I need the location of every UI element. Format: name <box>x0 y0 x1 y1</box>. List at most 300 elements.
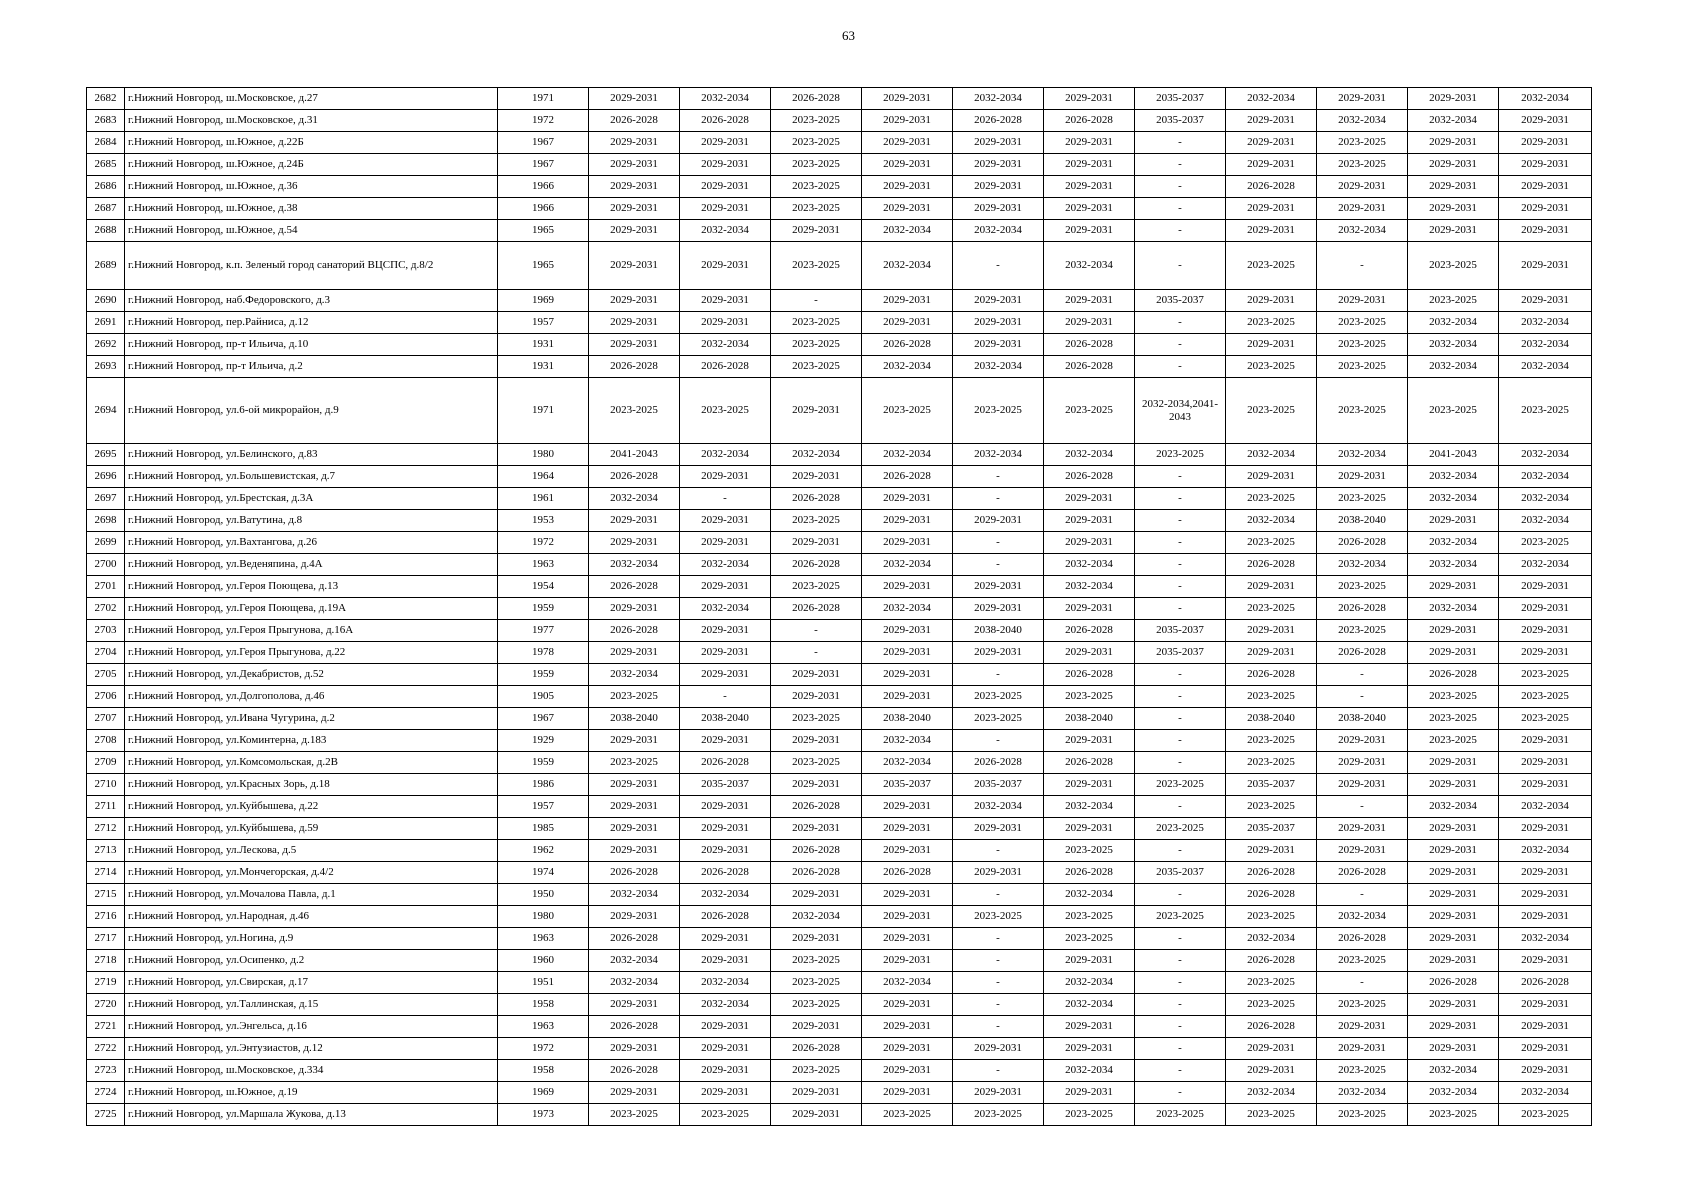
build-year-cell: 1959 <box>498 664 589 686</box>
row-number-cell: 2688 <box>87 220 125 242</box>
repair-period-cell: 2029-2031 <box>589 840 680 862</box>
row-number-cell: 2698 <box>87 510 125 532</box>
row-number-cell: 2705 <box>87 664 125 686</box>
row-number-cell: 2693 <box>87 356 125 378</box>
repair-period-cell: 2023-2025 <box>1408 708 1499 730</box>
build-year-cell: 1986 <box>498 774 589 796</box>
row-number-cell: 2696 <box>87 466 125 488</box>
build-year-cell: 1972 <box>498 532 589 554</box>
repair-period-cell: 2029-2031 <box>862 1060 953 1082</box>
repair-period-cell: - <box>1135 928 1226 950</box>
table-row <box>87 110 1592 132</box>
repair-period-cell: - <box>953 950 1044 972</box>
repair-period-cell: 2032-2034 <box>1499 928 1592 950</box>
table-row <box>87 554 1592 576</box>
repair-period-cell: 2029-2031 <box>680 132 771 154</box>
repair-period-cell: 2032-2034 <box>862 242 953 290</box>
repair-period-cell: 2032-2034 <box>1044 242 1135 290</box>
repair-period-cell: 2029-2031 <box>1044 598 1135 620</box>
repair-period-cell: 2023-2025 <box>1226 972 1317 994</box>
repair-period-cell: 2029-2031 <box>680 642 771 664</box>
address-cell: г.Нижний Новгород, ул.Белинского, д.83 <box>125 444 498 466</box>
repair-period-cell: 2032-2034 <box>862 972 953 994</box>
table-row <box>87 642 1592 664</box>
repair-period-cell: 2029-2031 <box>1499 906 1592 928</box>
address-cell: г.Нижний Новгород, ш.Южное, д.36 <box>125 176 498 198</box>
repair-period-cell: 2023-2025 <box>771 334 862 356</box>
address-cell: г.Нижний Новгород, ул.Ватутина, д.8 <box>125 510 498 532</box>
row-number-cell: 2704 <box>87 642 125 664</box>
repair-period-cell: 2023-2025 <box>589 378 680 444</box>
repair-period-cell: 2029-2031 <box>1408 840 1499 862</box>
repair-period-cell: 2029-2031 <box>862 132 953 154</box>
repair-period-cell: 2023-2025 <box>1317 334 1408 356</box>
repair-period-cell: 2032-2034 <box>680 220 771 242</box>
address-cell: г.Нижний Новгород, пр-т Ильича, д.2 <box>125 356 498 378</box>
row-number-cell: 2694 <box>87 378 125 444</box>
address-cell: г.Нижний Новгород, ул.Вахтангова, д.26 <box>125 532 498 554</box>
build-year-cell: 1967 <box>498 132 589 154</box>
repair-period-cell: 2029-2031 <box>1317 818 1408 840</box>
table-row <box>87 1016 1592 1038</box>
table-row <box>87 198 1592 220</box>
row-number-cell: 2685 <box>87 154 125 176</box>
repair-period-cell: 2029-2031 <box>589 532 680 554</box>
repair-period-cell: 2029-2031 <box>1499 862 1592 884</box>
repair-period-cell: 2029-2031 <box>1044 642 1135 664</box>
repair-period-cell: 2029-2031 <box>589 176 680 198</box>
repair-period-cell: - <box>1135 532 1226 554</box>
repair-period-cell: 2029-2031 <box>680 1016 771 1038</box>
repair-period-cell: 2041-2043 <box>589 444 680 466</box>
repair-period-cell: 2023-2025 <box>1044 906 1135 928</box>
repair-period-cell: 2029-2031 <box>680 950 771 972</box>
repair-period-cell: 2032-2034 <box>1499 444 1592 466</box>
repair-period-cell: 2029-2031 <box>1044 220 1135 242</box>
address-cell: г.Нижний Новгород, пер.Райниса, д.12 <box>125 312 498 334</box>
repair-period-cell: 2035-2037 <box>1135 862 1226 884</box>
repair-period-cell: 2029-2031 <box>771 928 862 950</box>
repair-period-cell: 2032-2034 <box>1044 884 1135 906</box>
row-number-cell: 2720 <box>87 994 125 1016</box>
table-row <box>87 1104 1592 1126</box>
repair-period-cell: 2032-2034 <box>953 796 1044 818</box>
repair-period-cell: 2026-2028 <box>589 466 680 488</box>
address-cell: г.Нижний Новгород, ул.Брестская, д.3А <box>125 488 498 510</box>
address-cell: г.Нижний Новгород, ул.Комсомольская, д.2В <box>125 752 498 774</box>
table-row <box>87 88 1592 110</box>
repair-period-cell: 2029-2031 <box>771 664 862 686</box>
build-year-cell: 1972 <box>498 110 589 132</box>
repair-period-cell: 2026-2028 <box>589 576 680 598</box>
repair-period-cell: 2029-2031 <box>862 950 953 972</box>
repair-period-cell: 2032-2034 <box>680 598 771 620</box>
repair-period-cell: - <box>953 1016 1044 1038</box>
row-number-cell: 2697 <box>87 488 125 510</box>
repair-period-cell: 2026-2028 <box>1044 110 1135 132</box>
repair-period-cell: 2023-2025 <box>1044 840 1135 862</box>
repair-period-cell: 2038-2040 <box>953 620 1044 642</box>
repair-period-cell: 2032-2034 <box>1408 554 1499 576</box>
repair-period-cell: 2032-2034 <box>1317 554 1408 576</box>
repair-period-cell: 2023-2025 <box>1226 752 1317 774</box>
repair-period-cell: 2026-2028 <box>1044 334 1135 356</box>
repair-period-cell: 2029-2031 <box>953 1038 1044 1060</box>
repair-period-cell: 2029-2031 <box>1317 88 1408 110</box>
repair-period-cell: - <box>1135 972 1226 994</box>
repair-period-cell: 2026-2028 <box>1044 356 1135 378</box>
repair-period-cell: 2023-2025 <box>1317 1104 1408 1126</box>
table-row <box>87 488 1592 510</box>
repair-period-cell: 2029-2031 <box>1499 154 1592 176</box>
repair-period-cell: 2032-2034 <box>680 972 771 994</box>
repair-period-cell: - <box>953 466 1044 488</box>
repair-period-cell: 2023-2025 <box>1226 906 1317 928</box>
repair-period-cell: 2023-2025 <box>1226 488 1317 510</box>
build-year-cell: 1950 <box>498 884 589 906</box>
build-year-cell: 1957 <box>498 796 589 818</box>
repair-period-cell: 2023-2025 <box>771 198 862 220</box>
repair-period-cell: 2023-2025 <box>1317 950 1408 972</box>
repair-period-cell: 2029-2031 <box>1044 510 1135 532</box>
build-year-cell: 1973 <box>498 1104 589 1126</box>
build-year-cell: 1957 <box>498 312 589 334</box>
build-year-cell: 1978 <box>498 642 589 664</box>
repair-period-cell: 2023-2025 <box>1317 994 1408 1016</box>
repair-period-cell: 2023-2025 <box>771 356 862 378</box>
build-year-cell: 1931 <box>498 356 589 378</box>
repair-period-cell: 2032-2034 <box>771 444 862 466</box>
address-cell: г.Нижний Новгород, ул.Маршала Жукова, д.13 <box>125 1104 498 1126</box>
repair-period-cell: 2035-2037 <box>1135 290 1226 312</box>
repair-period-cell: - <box>1135 664 1226 686</box>
repair-period-cell: 2029-2031 <box>953 176 1044 198</box>
repair-period-cell: 2038-2040 <box>1317 708 1408 730</box>
repair-period-cell: 2038-2040 <box>1044 708 1135 730</box>
address-cell: г.Нижний Новгород, ш.Южное, д.54 <box>125 220 498 242</box>
repair-period-cell: 2026-2028 <box>1499 972 1592 994</box>
repair-period-cell: 2032-2034 <box>1317 220 1408 242</box>
repair-period-cell: 2032-2034 <box>1499 88 1592 110</box>
repair-period-cell: 2029-2031 <box>680 730 771 752</box>
repair-period-cell: 2023-2025 <box>953 906 1044 928</box>
repair-period-cell: 2023-2025 <box>771 994 862 1016</box>
repair-period-cell: 2035-2037 <box>1135 642 1226 664</box>
repair-period-cell: 2032-2034 <box>862 752 953 774</box>
repair-period-cell: 2029-2031 <box>862 796 953 818</box>
address-cell: г.Нижний Новгород, ш.Московское, д.27 <box>125 88 498 110</box>
repair-period-cell: 2029-2031 <box>1499 950 1592 972</box>
repair-period-cell: 2023-2025 <box>1408 242 1499 290</box>
repair-period-cell: 2026-2028 <box>771 840 862 862</box>
repair-period-cell: 2029-2031 <box>1499 242 1592 290</box>
repair-period-cell: 2026-2028 <box>1317 642 1408 664</box>
repair-period-cell: 2029-2031 <box>1044 532 1135 554</box>
repair-period-cell: 2032-2034 <box>1408 532 1499 554</box>
repair-period-cell: 2032-2034,2041-2043 <box>1135 378 1226 444</box>
repair-period-cell: 2032-2034 <box>680 554 771 576</box>
repair-period-cell: 2026-2028 <box>589 620 680 642</box>
repair-period-cell: - <box>1135 1016 1226 1038</box>
repair-period-cell: 2029-2031 <box>862 906 953 928</box>
repair-period-cell: 2029-2031 <box>589 730 680 752</box>
repair-period-cell: - <box>953 994 1044 1016</box>
repair-period-cell: 2032-2034 <box>1499 796 1592 818</box>
repair-period-cell: 2029-2031 <box>862 154 953 176</box>
repair-period-cell: 2029-2031 <box>1226 110 1317 132</box>
repair-period-cell: 2026-2028 <box>1226 884 1317 906</box>
repair-period-cell: - <box>953 664 1044 686</box>
address-cell: г.Нижний Новгород, ул.Мончегорская, д.4/2 <box>125 862 498 884</box>
address-cell: г.Нижний Новгород, ул.Долгополова, д.46 <box>125 686 498 708</box>
repair-period-cell: 2029-2031 <box>680 818 771 840</box>
build-year-cell: 1963 <box>498 928 589 950</box>
table-row <box>87 686 1592 708</box>
row-number-cell: 2715 <box>87 884 125 906</box>
repair-period-cell: 2029-2031 <box>589 906 680 928</box>
repair-period-cell: - <box>680 488 771 510</box>
repair-period-cell: 2029-2031 <box>953 132 1044 154</box>
row-number-cell: 2708 <box>87 730 125 752</box>
repair-period-cell: 2029-2031 <box>1044 1038 1135 1060</box>
repair-period-cell: 2026-2028 <box>862 334 953 356</box>
repair-period-cell: 2032-2034 <box>953 444 1044 466</box>
repair-period-cell: 2029-2031 <box>1408 994 1499 1016</box>
repair-period-cell: 2023-2025 <box>1317 1060 1408 1082</box>
row-number-cell: 2701 <box>87 576 125 598</box>
repair-period-cell: 2026-2028 <box>771 598 862 620</box>
table-row <box>87 994 1592 1016</box>
address-cell: г.Нижний Новгород, ул.Героя Поющева, д.19А <box>125 598 498 620</box>
repair-period-cell: 2023-2025 <box>1044 686 1135 708</box>
repair-period-cell: 2029-2031 <box>1499 198 1592 220</box>
repair-period-cell: 2029-2031 <box>680 510 771 532</box>
repair-period-cell: 2032-2034 <box>1044 576 1135 598</box>
repair-period-cell: 2029-2031 <box>1044 176 1135 198</box>
repair-period-cell: 2029-2031 <box>589 774 680 796</box>
table-row <box>87 290 1592 312</box>
repair-period-cell: 2029-2031 <box>862 198 953 220</box>
repair-period-cell: 2029-2031 <box>1044 1082 1135 1104</box>
repair-period-cell: 2029-2031 <box>1499 132 1592 154</box>
repair-period-cell: 2029-2031 <box>1317 730 1408 752</box>
repair-period-cell: 2029-2031 <box>1044 290 1135 312</box>
repair-period-cell: 2023-2025 <box>1317 378 1408 444</box>
repair-period-cell: - <box>953 884 1044 906</box>
repair-period-cell: 2023-2025 <box>1135 774 1226 796</box>
row-number-cell: 2725 <box>87 1104 125 1126</box>
repair-period-cell: - <box>1135 1082 1226 1104</box>
repair-period-cell: 2029-2031 <box>862 928 953 950</box>
repair-period-cell: 2023-2025 <box>771 242 862 290</box>
address-cell: г.Нижний Новгород, ул.Героя Прыгунова, д.16А <box>125 620 498 642</box>
repair-period-cell: 2029-2031 <box>589 796 680 818</box>
repair-period-cell: - <box>1135 950 1226 972</box>
repair-period-cell: 2032-2034 <box>771 906 862 928</box>
repair-period-cell: 2029-2031 <box>589 132 680 154</box>
repair-period-cell: 2026-2028 <box>771 554 862 576</box>
repair-period-cell: 2026-2028 <box>680 752 771 774</box>
table-row <box>87 598 1592 620</box>
repair-period-cell: 2023-2025 <box>1408 378 1499 444</box>
repair-period-cell: - <box>1135 154 1226 176</box>
row-number-cell: 2684 <box>87 132 125 154</box>
repair-period-cell: 2029-2031 <box>953 598 1044 620</box>
table-row <box>87 1038 1592 1060</box>
repair-period-cell: 2029-2031 <box>953 862 1044 884</box>
repair-period-cell: 2029-2031 <box>953 818 1044 840</box>
repair-period-cell: 2029-2031 <box>862 110 953 132</box>
repair-period-cell: 2026-2028 <box>1044 620 1135 642</box>
repair-period-cell: 2029-2031 <box>680 532 771 554</box>
repair-period-cell: 2032-2034 <box>1408 598 1499 620</box>
repair-period-cell: 2023-2025 <box>1044 1104 1135 1126</box>
address-cell: г.Нижний Новгород, ш.Московское, д.31 <box>125 110 498 132</box>
repair-period-cell: 2032-2034 <box>1499 1082 1592 1104</box>
repair-period-cell: 2029-2031 <box>680 840 771 862</box>
address-cell: г.Нижний Новгород, ул.Лескова, д.5 <box>125 840 498 862</box>
row-number-cell: 2700 <box>87 554 125 576</box>
repair-period-cell: 2032-2034 <box>1408 110 1499 132</box>
repair-period-cell: 2029-2031 <box>1226 620 1317 642</box>
table-row <box>87 708 1592 730</box>
repair-period-cell: 2029-2031 <box>953 198 1044 220</box>
repair-period-cell: 2029-2031 <box>1044 950 1135 972</box>
repair-period-cell: 2032-2034 <box>1408 1060 1499 1082</box>
repair-period-cell: 2029-2031 <box>862 176 953 198</box>
repair-period-cell: 2023-2025 <box>953 708 1044 730</box>
repair-period-cell: 2032-2034 <box>1317 444 1408 466</box>
address-cell: г.Нижний Новгород, ул.Куйбышева, д.22 <box>125 796 498 818</box>
repair-period-cell: 2029-2031 <box>680 154 771 176</box>
row-number-cell: 2702 <box>87 598 125 620</box>
repair-period-cell: 2029-2031 <box>953 312 1044 334</box>
housing-repair-schedule-table <box>86 87 1592 1126</box>
build-year-cell: 1974 <box>498 862 589 884</box>
repair-period-cell: 2032-2034 <box>1317 1082 1408 1104</box>
row-number-cell: 2695 <box>87 444 125 466</box>
repair-period-cell: 2029-2031 <box>1226 198 1317 220</box>
repair-period-cell: 2023-2025 <box>589 752 680 774</box>
repair-period-cell: 2029-2031 <box>1044 774 1135 796</box>
address-cell: г.Нижний Новгород, ул.Куйбышева, д.59 <box>125 818 498 840</box>
repair-period-cell: 2026-2028 <box>1044 752 1135 774</box>
repair-period-cell: 2023-2025 <box>680 1104 771 1126</box>
table-row <box>87 774 1592 796</box>
row-number-cell: 2724 <box>87 1082 125 1104</box>
build-year-cell: 1969 <box>498 1082 589 1104</box>
repair-period-cell: 2029-2031 <box>1408 884 1499 906</box>
repair-period-cell: - <box>953 730 1044 752</box>
repair-period-cell: 2038-2040 <box>680 708 771 730</box>
repair-period-cell: 2029-2031 <box>862 510 953 532</box>
repair-period-cell: 2029-2031 <box>1317 1038 1408 1060</box>
row-number-cell: 2712 <box>87 818 125 840</box>
repair-period-cell: 2023-2025 <box>1044 928 1135 950</box>
repair-period-cell: - <box>1135 1038 1226 1060</box>
repair-period-cell: 2032-2034 <box>953 220 1044 242</box>
repair-period-cell: - <box>1135 334 1226 356</box>
repair-period-cell: 2023-2025 <box>771 312 862 334</box>
build-year-cell: 1965 <box>498 242 589 290</box>
repair-period-cell: 2023-2025 <box>1226 242 1317 290</box>
table-row <box>87 576 1592 598</box>
repair-period-cell: 2029-2031 <box>680 796 771 818</box>
repair-period-cell: 2029-2031 <box>589 818 680 840</box>
repair-period-cell: 2029-2031 <box>589 1038 680 1060</box>
repair-period-cell: 2029-2031 <box>589 290 680 312</box>
build-year-cell: 1966 <box>498 198 589 220</box>
repair-period-cell: 2029-2031 <box>1408 176 1499 198</box>
address-cell: г.Нижний Новгород, ш.Южное, д.22Б <box>125 132 498 154</box>
repair-period-cell: 2023-2025 <box>1499 378 1592 444</box>
repair-period-cell: - <box>1135 576 1226 598</box>
row-number-cell: 2717 <box>87 928 125 950</box>
repair-period-cell: 2029-2031 <box>1044 312 1135 334</box>
repair-period-cell: 2029-2031 <box>680 620 771 642</box>
repair-period-cell: - <box>1135 884 1226 906</box>
repair-period-cell: 2029-2031 <box>771 1104 862 1126</box>
repair-period-cell: 2029-2031 <box>1408 576 1499 598</box>
repair-period-cell: 2023-2025 <box>771 1060 862 1082</box>
repair-period-cell: 2032-2034 <box>1408 312 1499 334</box>
repair-period-cell: 2029-2031 <box>589 220 680 242</box>
repair-period-cell: 2032-2034 <box>1408 356 1499 378</box>
repair-period-cell: 2029-2031 <box>862 840 953 862</box>
repair-period-cell: 2023-2025 <box>1226 356 1317 378</box>
repair-period-cell: 2029-2031 <box>589 154 680 176</box>
repair-period-cell: 2029-2031 <box>1499 774 1592 796</box>
address-cell: г.Нижний Новгород, ул.Большевистская, д.7 <box>125 466 498 488</box>
repair-period-cell: 2029-2031 <box>1044 88 1135 110</box>
build-year-cell: 1963 <box>498 554 589 576</box>
build-year-cell: 1965 <box>498 220 589 242</box>
repair-period-cell: 2041-2043 <box>1408 444 1499 466</box>
address-cell: г.Нижний Новгород, ул.Веденяпина, д.4А <box>125 554 498 576</box>
repair-period-cell: - <box>1135 312 1226 334</box>
repair-period-cell: 2029-2031 <box>1408 818 1499 840</box>
row-number-cell: 2691 <box>87 312 125 334</box>
build-year-cell: 1971 <box>498 378 589 444</box>
repair-period-cell: 2029-2031 <box>862 290 953 312</box>
repair-period-cell: 2026-2028 <box>680 110 771 132</box>
repair-period-cell: 2029-2031 <box>862 686 953 708</box>
repair-period-cell: 2029-2031 <box>589 598 680 620</box>
repair-period-cell: 2029-2031 <box>953 576 1044 598</box>
row-number-cell: 2699 <box>87 532 125 554</box>
repair-period-cell: 2035-2037 <box>1226 774 1317 796</box>
repair-period-cell: 2029-2031 <box>771 466 862 488</box>
build-year-cell: 1960 <box>498 950 589 972</box>
repair-period-cell: 2032-2034 <box>1408 334 1499 356</box>
repair-period-cell: - <box>1135 598 1226 620</box>
repair-period-cell: 2035-2037 <box>1226 818 1317 840</box>
build-year-cell: 1967 <box>498 708 589 730</box>
repair-period-cell: 2032-2034 <box>1317 906 1408 928</box>
repair-period-cell: 2029-2031 <box>1317 840 1408 862</box>
repair-period-cell: 2026-2028 <box>1408 664 1499 686</box>
address-cell: г.Нижний Новгород, ш.Южное, д.19 <box>125 1082 498 1104</box>
repair-period-cell: 2029-2031 <box>680 198 771 220</box>
repair-period-cell: - <box>1135 994 1226 1016</box>
row-number-cell: 2711 <box>87 796 125 818</box>
repair-period-cell: 2029-2031 <box>1226 220 1317 242</box>
repair-period-cell: 2032-2034 <box>1408 466 1499 488</box>
build-year-cell: 1905 <box>498 686 589 708</box>
repair-period-cell: 2023-2025 <box>1317 154 1408 176</box>
repair-period-cell: 2029-2031 <box>589 88 680 110</box>
repair-period-cell: 2023-2025 <box>771 708 862 730</box>
